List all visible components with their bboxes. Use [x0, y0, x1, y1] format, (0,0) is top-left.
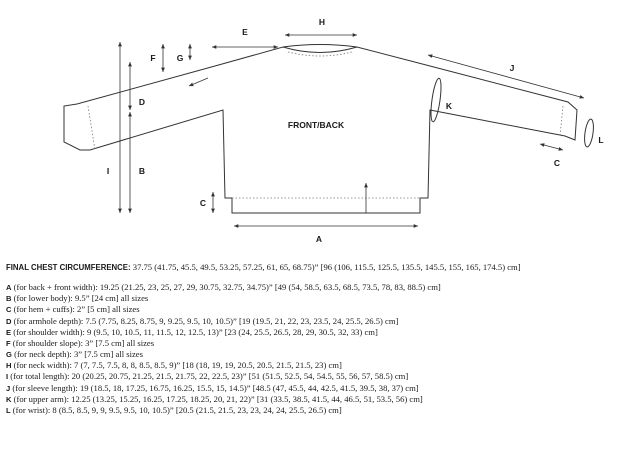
measurement-values: 7.5 (7.75, 8.25, 8.75, 9, 9.25, 9.5, 10, 10.5)” [19 (19.5, 21, 22, 23, 23.5, 24, 25.5, 26.5) cm] — [85, 315, 399, 326]
measurement-row-g — [6, 349, 636, 360]
measurement-desc: (for back + front width): — [13, 282, 98, 293]
measurement-key: C — [6, 305, 12, 315]
label-d: D — [138, 97, 146, 107]
measurement-values: 9 (9.5, 10, 10.5, 11, 11.5, 12, 12.5, 13)” [23 (24, 25.5, 26.5, 28, 29, 30.5, 32, 33) cm] — [87, 326, 378, 337]
measurement-row-a — [6, 282, 636, 293]
final-chest-values: 37.75 (41.75, 45.5, 49.5, 53.25, 57.25, 61, 65, 68.75)” [96 (106, 115.5, 125.5, 135.5, 145.5, 155, 165, 174.5) cm] — [132, 262, 521, 272]
measurement-row-h — [6, 360, 636, 371]
measurement-key: K — [6, 394, 12, 404]
measurement-list — [6, 262, 636, 416]
measurement-desc: (for hem + cuffs): — [13, 304, 75, 315]
measurement-key: L — [6, 405, 11, 415]
label-j: J — [509, 63, 515, 73]
label-f: F — [150, 53, 156, 63]
measurement-desc: (for total length): — [10, 371, 70, 382]
measurement-values: 12.25 (13.25, 15.25, 16.25, 17.25, 18.25, 20, 21, 22)” [31 (33.5, 38.5, 41.5, 44, 46.5, 51, 53.5, 56) cm] — [71, 393, 423, 404]
measurement-desc: (for neck width): — [13, 360, 72, 371]
final-chest-row — [6, 262, 636, 273]
measurement-desc: (for shoulder width): — [13, 326, 85, 337]
measurement-key: J — [6, 383, 11, 393]
measurement-row-l — [6, 405, 636, 416]
measurement-desc: (for armhole depth): — [13, 315, 84, 326]
measurement-key: I — [6, 372, 9, 382]
wrist-ellipse — [583, 119, 595, 148]
label-g: G — [176, 53, 184, 63]
measurement-key: E — [6, 327, 12, 337]
measurement-desc: (for shoulder slope): — [12, 337, 83, 348]
measurement-row-b — [6, 293, 636, 304]
measurement-row-k — [6, 394, 636, 405]
measurement-values: 19.25 (21.25, 23, 25, 27, 29, 30.75, 32.75, 34.75)” [49 (54, 58.5, 63.5, 68.5, 73.5, 78, 83, 88.5) cm] — [99, 282, 441, 293]
measurement-key: G — [6, 350, 12, 360]
label-c-hem: C — [199, 198, 207, 208]
measurement-desc: (for wrist): — [12, 404, 51, 415]
measurement-row-c — [6, 304, 636, 315]
measurement-values: 9.5” [24 cm] all sizes — [74, 293, 149, 304]
measurement-values: 3” [7.5 cm] all sizes — [85, 337, 155, 348]
label-e: E — [242, 27, 248, 37]
measurement-key: D — [6, 316, 12, 326]
label-b: B — [138, 166, 146, 176]
label-l: L — [598, 135, 604, 145]
measurement-values: 19 (18.5, 18, 17.25, 16.75, 16.25, 15.5, 15, 14.5)” [48.5 (47, 45.5, 44, 42.5, 41.5, 39.5, 38, 37) cm] — [79, 382, 419, 393]
measurement-key: B — [6, 294, 12, 304]
final-chest-label: FINAL CHEST CIRCUMFERENCE: — [6, 263, 131, 272]
label-k: K — [445, 101, 453, 111]
measurement-key: A — [6, 283, 12, 293]
measurement-row-e — [6, 327, 636, 338]
label-a: A — [315, 234, 323, 244]
measurement-values: 8 (8.5, 8.5, 9, 9, 9.5, 9.5, 10, 10.5)” [20.5 (21.5, 21.5, 23, 23, 24, 24, 25.5, 26.5) cm] — [52, 404, 342, 415]
measurement-key: F — [6, 338, 11, 348]
measurement-values: 3” [7.5 cm] all sizes — [73, 349, 143, 360]
measurement-desc: (for sleeve length): — [12, 382, 78, 393]
measurement-values: 20 (20.25, 20.75, 21.25, 21.5, 21.75, 22, 22.5, 23)” [51 (51.5, 52.5, 54, 54.5, 55, 56, 57, 58.5) cm] — [71, 371, 409, 382]
measurement-row-j — [6, 383, 636, 394]
label-h: H — [318, 17, 326, 27]
measurement-values: 7 (7, 7.5, 7.5, 8, 8, 8.5, 8.5, 9)” [18 (18, 19, 19, 20.5, 20.5, 21.5, 21.5, 23) cm] — [74, 360, 342, 371]
measurement-desc: (for upper arm): — [13, 393, 69, 404]
front-back-label: FRONT/BACK — [287, 120, 345, 130]
measurement-row-f — [6, 338, 636, 349]
measurement-values: 2” [5 cm] all sizes — [77, 304, 140, 315]
upper-arm-ellipse — [429, 78, 443, 123]
measurement-row-d — [6, 316, 636, 327]
measurement-desc: (for neck depth): — [14, 349, 72, 360]
label-i: I — [106, 166, 110, 176]
measurement-key: H — [6, 361, 12, 371]
measurement-row-i — [6, 371, 636, 382]
label-c-cuff: C — [553, 158, 561, 168]
measurement-desc: (for lower body): — [13, 293, 73, 304]
